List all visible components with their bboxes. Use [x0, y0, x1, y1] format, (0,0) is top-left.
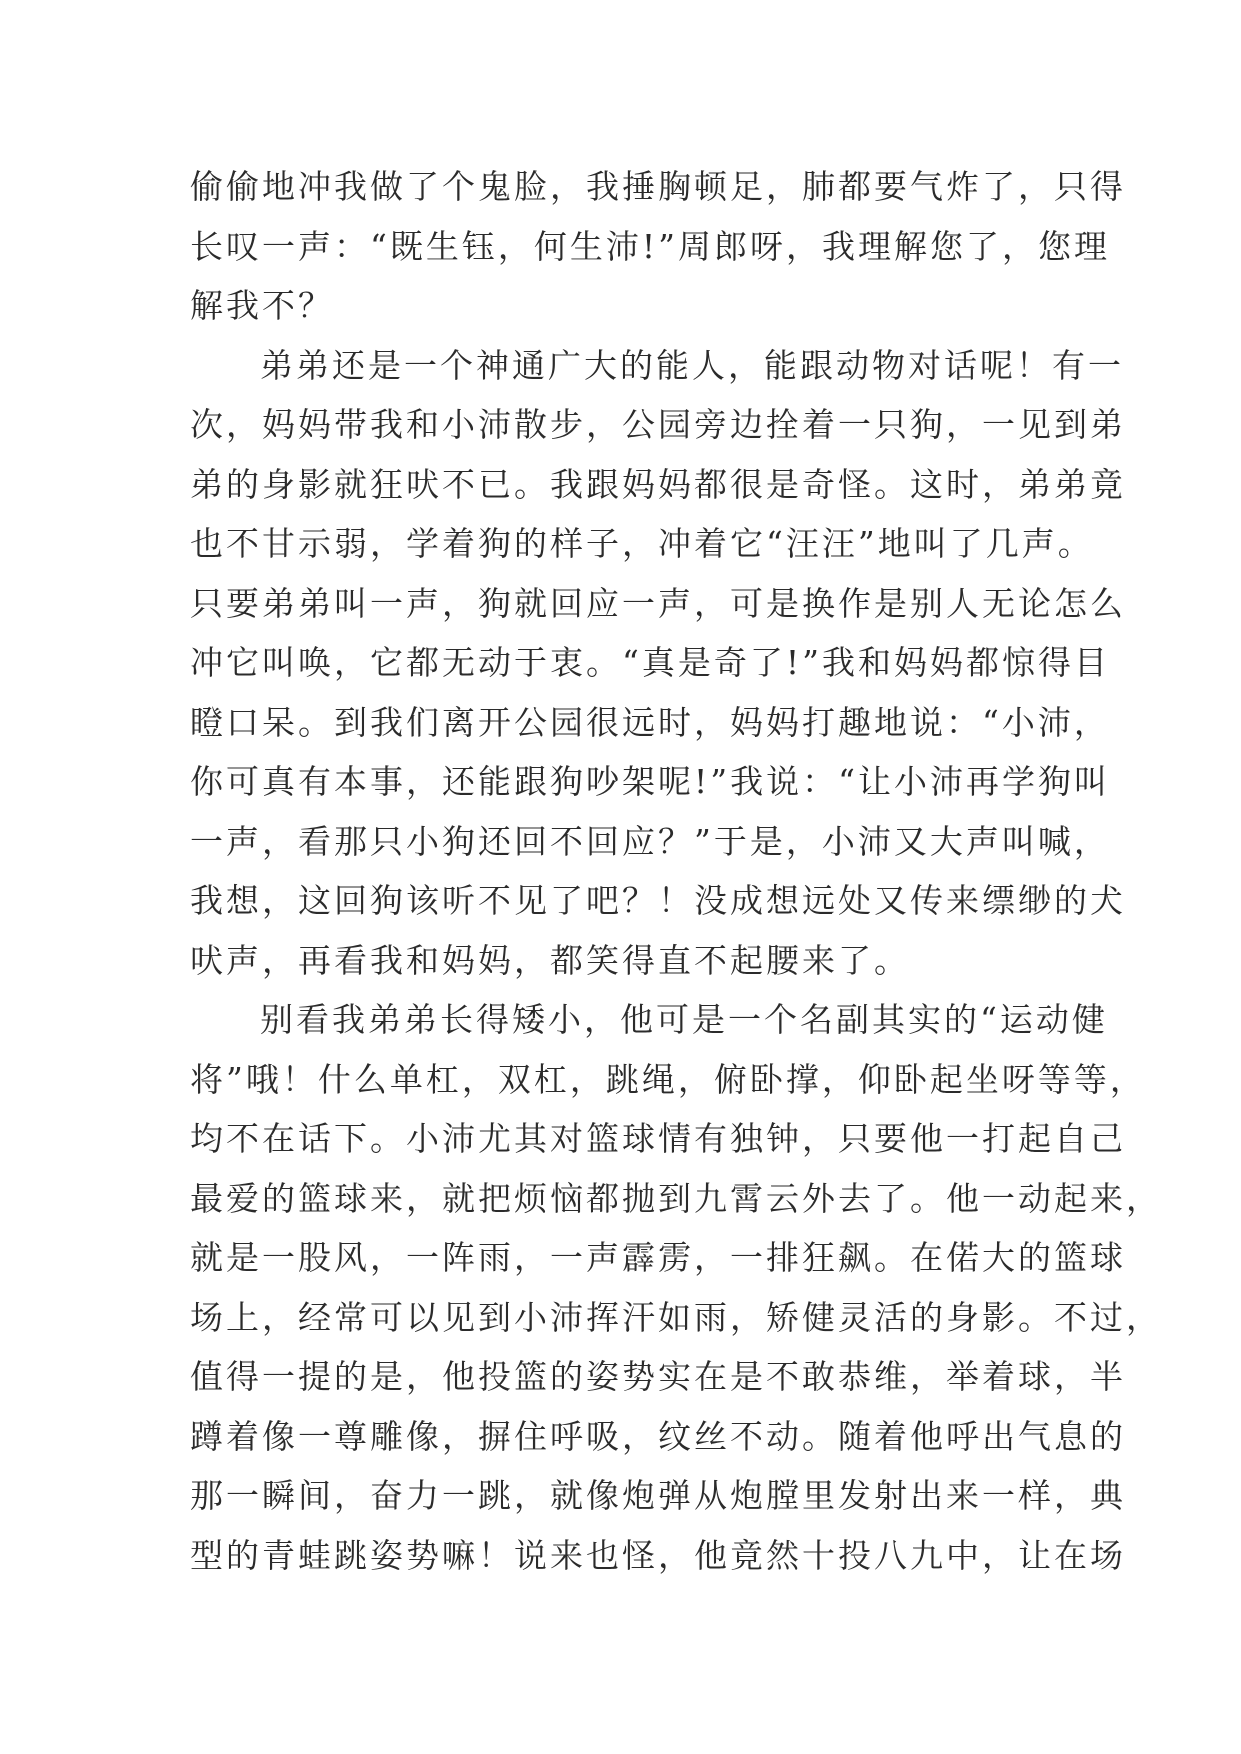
text-line: 也不甘示弱，学着狗的样子，冲着它“汪汪”地叫了几声。 [190, 524, 1094, 563]
text-line: 次，妈妈带我和小沛散步，公园旁边拴着一只狗，一见到弟 [190, 405, 1126, 444]
text-line: 我想，这回狗该听不见了吧？！没成想远处又传来缥缈的犬 [190, 881, 1126, 920]
text-line: 偷偷地冲我做了个鬼脸，我捶胸顿足，肺都要气炸了，只得 [190, 167, 1126, 206]
text-line: 只要弟弟叫一声，狗就回应一声，可是换作是别人无论怎么 [190, 583, 1126, 623]
text-line: 型的青蛙跳姿势嘛！说来也怪，他竟然十投八九中，让在场 [190, 1535, 1126, 1575]
text-line: 蹲着像一尊雕像，摒住呼吸，纹丝不动。随着他呼出气息的 [190, 1416, 1126, 1456]
document-body [190, 157, 1162, 1585]
text-line: 最爱的篮球来，就把烦恼都抛到九霄云外去了。他一动起来， [190, 1178, 1162, 1218]
text-line: 瞪口呆。到我们离开公园很远时，妈妈打趣地说：“小沛， [190, 702, 1110, 742]
text-line: 弟的身影就狂吠不已。我跟妈妈都很是奇怪。这时，弟弟竟 [190, 464, 1126, 504]
paragraph-3 [190, 990, 1162, 1585]
text-line: 均不在话下。小沛尤其对篮球情有独钟，只要他一打起自己 [190, 1119, 1126, 1158]
text-line: 解我不？ [190, 286, 334, 325]
text-line: 一声，看那只小狗还回不回应？”于是，小沛又大声叫喊， [190, 821, 1110, 861]
text-line: 那一瞬间，奋力一跳，就像炮弹从炮膛里发射出来一样，典 [190, 1476, 1126, 1515]
text-line: 值得一提的是，他投篮的姿势实在是不敢恭维，举着球，半 [190, 1357, 1126, 1396]
text-line: 冲它叫唤，它都无动于衷。“真是奇了!”我和妈妈都惊得目 [190, 643, 1111, 682]
text-line: 长叹一声：“既生钰，何生沛!”周郎呀，我理解您了，您理 [190, 226, 1111, 266]
paragraph-1 [190, 157, 1126, 336]
text-line: 场上，经常可以见到小沛挥汗如雨，矫健灵活的身影。不过， [190, 1297, 1162, 1337]
text-line: 弟弟还是一个神通广大的能人，能跟动物对话呢！有一 [260, 345, 1124, 385]
text-line: 就是一股风，一阵雨，一声霹雳，一排狂飙。在偌大的篮球 [190, 1238, 1126, 1277]
text-line: 你可真有本事，还能跟狗吵架呢!”我说：“让小沛再学狗叫 [190, 762, 1111, 801]
text-line: 别看我弟弟长得矮小，他可是一个名副其实的“运动健 [260, 1000, 1108, 1039]
text-line: 吠声，再看我和妈妈，都笑得直不起腰来了。 [190, 940, 910, 980]
text-line: 将”哦！什么单杠，双杠，跳绳，俯卧撑，仰卧起坐呀等等， [190, 1059, 1146, 1099]
paragraph-2 [190, 336, 1126, 991]
